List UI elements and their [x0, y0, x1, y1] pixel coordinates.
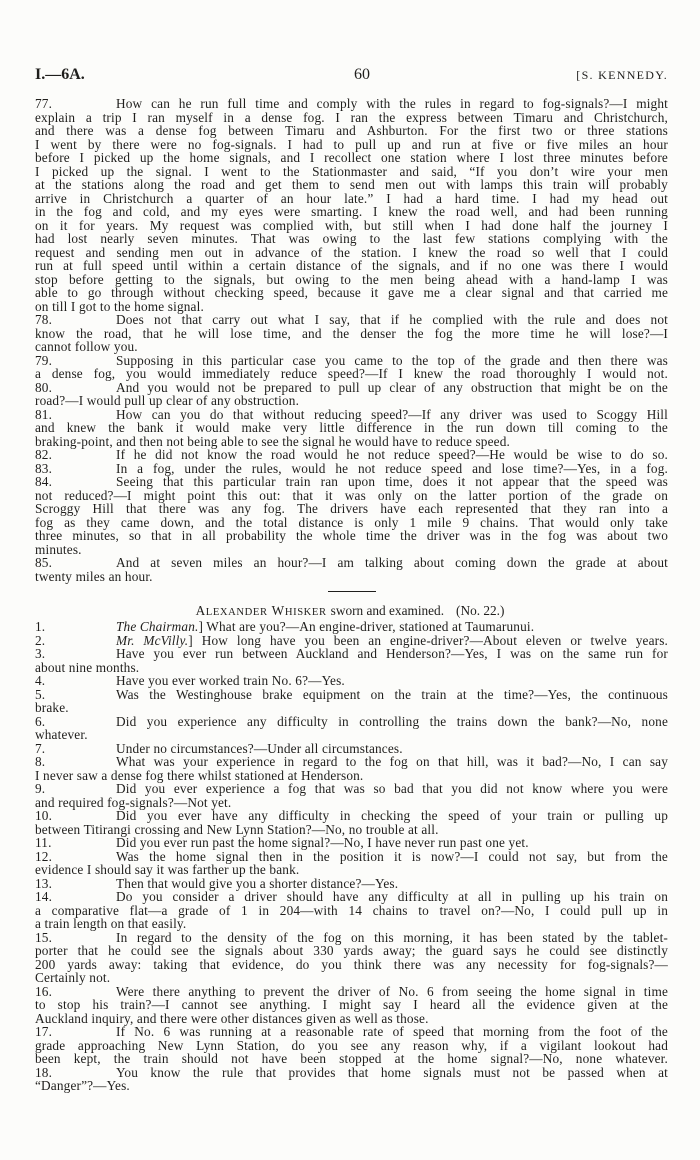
- text-line: [35, 823, 668, 837]
- text-line: [35, 1052, 668, 1066]
- line-text: Seeing that this particular train ran upon time, does it not appear that the speed was: [116, 474, 668, 489]
- line-text: If No. 6 was running at a reasonable rate of speed that morning from the foot of the: [116, 1024, 668, 1039]
- line-text: a dense fog, you would immediately reduce speed?—If I knew the road thoroughly I would not.: [35, 366, 668, 381]
- question-84: [35, 475, 668, 556]
- document-reference: I.—6A.: [35, 66, 85, 83]
- text-line: [35, 367, 668, 381]
- line-text: arrive in Christchurch a quarter of an hour late.” I had a hard time. I had my head out: [35, 190, 668, 206]
- text-line: [35, 421, 668, 435]
- text-line: [35, 340, 668, 354]
- line-text: Have you ever worked train No. 6?—Yes.: [116, 673, 345, 688]
- text-line: [35, 246, 668, 260]
- line-text: braking-point, and then not being able to see the signal he would have to reduce speed.: [35, 433, 510, 449]
- question-4: [35, 674, 668, 688]
- text-line: [35, 435, 668, 449]
- text-line: [35, 850, 668, 864]
- text-line: [35, 556, 668, 570]
- text-line: [35, 300, 668, 314]
- line-text: Scroggy Hill that there was any fog. The drivers have each represented that they ran into a: [35, 501, 668, 516]
- line-text: fog as they came down, and the total distance is only 1 mile 9 chains. That would only take: [35, 514, 668, 530]
- line-text: a train length on that easily.: [35, 916, 187, 931]
- text-line: [35, 354, 668, 368]
- text-line: [35, 904, 668, 918]
- question-83: [35, 462, 668, 476]
- text-line: [35, 138, 668, 152]
- question-number: 14.: [35, 889, 53, 904]
- text-line: [35, 661, 668, 675]
- line-text: minutes.: [35, 541, 82, 557]
- line-text: Certainly not.: [35, 970, 111, 985]
- line-text: brake.: [35, 700, 69, 715]
- text-line: [35, 634, 668, 648]
- question-16: [35, 985, 668, 1026]
- question-number: 17.: [35, 1024, 53, 1039]
- line-text: If he did not know the road would he not reduce speed?—He would be wise to do so.: [116, 447, 668, 462]
- line-text: I went by there were no fog-signals. I had to pull up and run at five or five miles an hour: [35, 136, 668, 152]
- text-line: [35, 647, 668, 661]
- line-text: Auckland inquiry, and there were other distances given as well as those.: [35, 1010, 429, 1026]
- question-78: [35, 313, 668, 354]
- question-9: [35, 782, 668, 809]
- text-line: [35, 462, 668, 476]
- question-5: [35, 688, 668, 715]
- line-text: not reduced?—I might point this out: that it was only on the latter portion of the grade on: [35, 487, 668, 503]
- question-number: 77.: [35, 96, 53, 111]
- line-text: road?—I would pull up clear of any obstruction.: [35, 393, 300, 408]
- witness-first-name: ALEXANDER: [195, 603, 268, 618]
- question-number: 8.: [35, 754, 46, 769]
- line-text: on it for years. My request was complied with, but still when I had done half the journey I: [35, 217, 668, 233]
- line-text: and knew the bank it would make very little difference in the run down till coming to the: [35, 420, 668, 435]
- question-number: 6.: [35, 713, 46, 729]
- text-line: [35, 543, 668, 557]
- witness-number: (No. 22.): [456, 603, 505, 618]
- question-number: 15.: [35, 929, 53, 945]
- line-text: grade approaching New Lynn Station, do you see any reason why, if a vigilant lookout had: [35, 1037, 668, 1053]
- question-number: 80.: [35, 379, 53, 395]
- text-line: [35, 890, 668, 904]
- question-number: 84.: [35, 474, 53, 489]
- text-line: [35, 998, 668, 1012]
- line-text: evidence I should say it was farther up the bank.: [35, 862, 300, 877]
- line-text: know the road, that he will lose time, and the denser the fog the more time he will lose?—I: [35, 325, 668, 341]
- text-line: [35, 917, 668, 931]
- text-line: [35, 219, 668, 233]
- text-line: [35, 273, 668, 287]
- question-3: [35, 647, 668, 674]
- text-line: [35, 408, 668, 422]
- text-line: [35, 489, 668, 503]
- text-line: [35, 448, 668, 462]
- line-text: had lost nearly seven minutes. That was owing to the last few stations complying with the: [35, 231, 668, 246]
- page-number: 60: [354, 66, 370, 83]
- line-text: about nine months.: [35, 659, 140, 675]
- question-number: 9.: [35, 781, 46, 796]
- question-7: [35, 742, 668, 756]
- line-text: Did you ever experience a fog that was so bad that you did not know where you were: [116, 781, 668, 796]
- line-text: What was your experience in regard to the fog on that hill, was it bad?—No, I can say: [116, 754, 668, 769]
- question-number: 5.: [35, 686, 46, 702]
- text-line: [35, 931, 668, 945]
- question-79: [35, 354, 668, 381]
- line-text: been kept, the train should not have been stopped at the home signal?—No, none whatever.: [35, 1051, 668, 1066]
- question-12: [35, 850, 668, 877]
- question-15: [35, 931, 668, 985]
- text-line: [35, 728, 668, 742]
- text-line: [35, 1039, 668, 1053]
- line-text: explain a trip I ran myself in a dense fog. I ran the express between Timaru and Christchurch,: [35, 109, 668, 125]
- text-line: [35, 570, 668, 584]
- text-line: [35, 701, 668, 715]
- line-text: and required fog-signals?—Not yet.: [35, 794, 232, 810]
- text-line: [35, 286, 668, 300]
- text-line: [35, 1025, 668, 1039]
- line-text: stop before getting to the signals, but owing to the men being ahead with a hand-lamp I was: [35, 271, 668, 287]
- question-80: [35, 381, 668, 408]
- text-line: [35, 782, 668, 796]
- question-number: 7.: [35, 740, 46, 756]
- question-85: [35, 556, 668, 583]
- question-18: [35, 1066, 668, 1093]
- question-number: 13.: [35, 875, 53, 891]
- line-text: Under no circumstances?—Under all circumstances.: [116, 740, 403, 756]
- line-text: a comparative flat—a grade of 1 in 204—with 14 chains to travel on?—No, I could pull up in: [35, 902, 668, 918]
- question-17: [35, 1025, 668, 1066]
- line-text: porter that he could see the signals about 330 yards away; the guard says he could see distinctly: [35, 943, 668, 958]
- line-text: on till I got to the home signal.: [35, 298, 204, 314]
- text-line: [35, 313, 668, 327]
- question-number: 12.: [35, 848, 53, 864]
- line-text: How can he run full time and comply with the rules in regard to fog-signals?—I might: [116, 96, 668, 111]
- question-81: [35, 408, 668, 449]
- text-line: [35, 381, 668, 395]
- text-line: [35, 151, 668, 165]
- text-line: [35, 259, 668, 273]
- question-1: [35, 620, 668, 634]
- line-text: Then that would give you a shorter distance?—Yes.: [116, 875, 399, 891]
- question-number: 1.: [35, 619, 46, 634]
- line-text: run at full speed until within a certain distance of the signals, and if no one was there I would: [35, 258, 668, 273]
- line-text: Did you ever have any difficulty in checking the speed of your train or pulling up: [116, 808, 668, 823]
- evidence-section-kennedy: [35, 97, 668, 583]
- question-82: [35, 448, 668, 462]
- text-line: [35, 769, 668, 783]
- text-line: [35, 1066, 668, 1080]
- line-text: 200 yards away: taking that evidence, do you think there was any necessity for fog-signals?—: [35, 956, 668, 972]
- line-text: Have you ever run between Auckland and Henderson?—Yes, I was on the same run for: [116, 646, 668, 661]
- line-text: Was the Westinghouse brake equipment on the train at the time?—Yes, the continuous: [116, 686, 668, 702]
- witness-status: sworn and examined.: [330, 603, 445, 618]
- text-line: [35, 165, 668, 179]
- line-text: Did you ever run past the home signal?—No, I have never run past one yet.: [116, 835, 529, 850]
- question-number: 10.: [35, 808, 53, 823]
- text-line: [35, 985, 668, 999]
- question-13: [35, 877, 668, 891]
- witness-heading: [0, 604, 700, 620]
- question-77: [35, 97, 668, 313]
- text-line: [35, 796, 668, 810]
- text-line: [35, 958, 668, 972]
- running-head-witness: [S. KENNEDY.: [576, 68, 668, 82]
- text-line: [35, 327, 668, 341]
- text-line: [35, 944, 668, 958]
- question-number: 82.: [35, 447, 53, 462]
- question-10: [35, 809, 668, 836]
- text-line: [35, 809, 668, 823]
- text-line: [35, 674, 668, 688]
- question-number: 83.: [35, 460, 53, 476]
- question-number: 81.: [35, 406, 53, 422]
- question-6: [35, 715, 668, 742]
- line-text: You know the rule that provides that home signals must not be passed when at: [116, 1064, 668, 1080]
- line-text: “Danger”?—Yes.: [35, 1078, 130, 1093]
- text-line: [35, 475, 668, 489]
- question-2: [35, 634, 668, 648]
- line-text: In a fog, under the rules, would he not reduce speed and lose time?—Yes, in a fog.: [116, 460, 668, 476]
- text-line: [35, 836, 668, 850]
- line-text: I picked up the signal. I went to the Stationmaster and said, “If you don’t wire your men: [35, 163, 668, 179]
- section-divider: [328, 591, 376, 592]
- evidence-section-whisker: [35, 620, 668, 1093]
- line-text: Did you experience any difficulty in controlling the trains down the bank?—No, none: [116, 713, 668, 729]
- line-text: to stop his train?—I cannot see anything. I might say I heard all the evidence given at the: [35, 997, 668, 1012]
- text-line: [35, 205, 668, 219]
- question-number: 85.: [35, 555, 53, 570]
- line-text: between Titirangi crossing and New Lynn Station?—No, no trouble at all.: [35, 821, 439, 837]
- line-text: And you would not be prepared to pull up clear of any obstruction that might be on the: [116, 379, 668, 395]
- line-text: I never saw a dense fog there whilst stationed at Henderson.: [35, 767, 364, 783]
- line-text: Does not that carry out what I say, that if he complied with the rule and does not: [116, 312, 668, 327]
- text-line: [35, 232, 668, 246]
- line-text: three minutes, so that in all probability the whole time the driver was in the fog was about two: [35, 528, 668, 543]
- text-line: [35, 394, 668, 408]
- question-number: 4.: [35, 673, 46, 688]
- question-11: [35, 836, 668, 850]
- text-line: [35, 192, 668, 206]
- question-number: 11.: [35, 835, 52, 850]
- question-number: 2.: [35, 632, 46, 648]
- line-text: and there was a dense fog between Timaru and Ashburton. For the first two or three stations: [35, 123, 668, 138]
- line-text: twenty miles an hour.: [35, 568, 153, 584]
- text-line: [35, 971, 668, 985]
- question-number: 3.: [35, 646, 46, 661]
- text-line: [35, 97, 668, 111]
- line-text: How can you do that without reducing speed?—If any driver was used to Scoggy Hill: [116, 406, 668, 422]
- text-line: [35, 1012, 668, 1026]
- line-text: able to go through without checking speed, because it gave me a clear signal and that carried me: [35, 285, 668, 300]
- line-text: cannot follow you.: [35, 339, 138, 354]
- text-line: [35, 742, 668, 756]
- text-line: [35, 111, 668, 125]
- line-text: at the stations along the road and get them to send men out with lamps this train will probably: [35, 177, 668, 192]
- line-text: whatever.: [35, 727, 88, 742]
- text-line: [35, 755, 668, 769]
- question-8: [35, 755, 668, 782]
- text-line: [35, 124, 668, 138]
- text-line: [35, 502, 668, 516]
- question-14: [35, 890, 668, 931]
- line-text: in the fog and cold, and my eyes were smarting. I knew the road well, and had been running: [35, 204, 668, 219]
- line-text: ] How long have you been an engine-driver?—About eleven or twelve years.: [188, 632, 669, 648]
- line-text: Was the home signal then in the position it is now?—I could not say, but from the: [116, 848, 668, 864]
- text-line: [35, 688, 668, 702]
- line-text: In regard to the density of the fog on this morning, it has been stated by the tablet-: [116, 929, 668, 945]
- text-line: [35, 620, 668, 634]
- line-text: And at seven miles an hour?—I am talking about coming down the grade at about: [116, 555, 668, 570]
- text-line: [35, 863, 668, 877]
- witness-last-name: WHISKER: [271, 603, 327, 618]
- line-text: Were there anything to prevent the driver of No. 6 from seeing the home signal in time: [116, 983, 668, 999]
- speaker-label: The Chairman.: [116, 619, 199, 634]
- question-number: 16.: [35, 983, 53, 999]
- text-line: [35, 1079, 668, 1093]
- text-line: [35, 715, 668, 729]
- line-text: request and sending men out in advance of the station. I knew the road so well that I could: [35, 244, 668, 260]
- question-number: 18.: [35, 1064, 53, 1080]
- text-line: [35, 877, 668, 891]
- line-text: Supposing in this particular case you came to the top of the grade and then there was: [116, 352, 668, 368]
- line-text: before I picked up the home signals, and I recollect one station where I lost three minutes before: [35, 150, 668, 165]
- speaker-label: Mr. McVilly.: [116, 632, 189, 648]
- text-line: [35, 516, 668, 530]
- line-text: Do you consider a driver should have any difficulty at all in pulling up his train on: [116, 889, 668, 904]
- text-line: [35, 529, 668, 543]
- question-number: 78.: [35, 312, 53, 327]
- line-text: ] What are you?—An engine-driver, stationed at Taumarunui.: [198, 619, 535, 634]
- text-line: [35, 178, 668, 192]
- question-number: 79.: [35, 352, 53, 368]
